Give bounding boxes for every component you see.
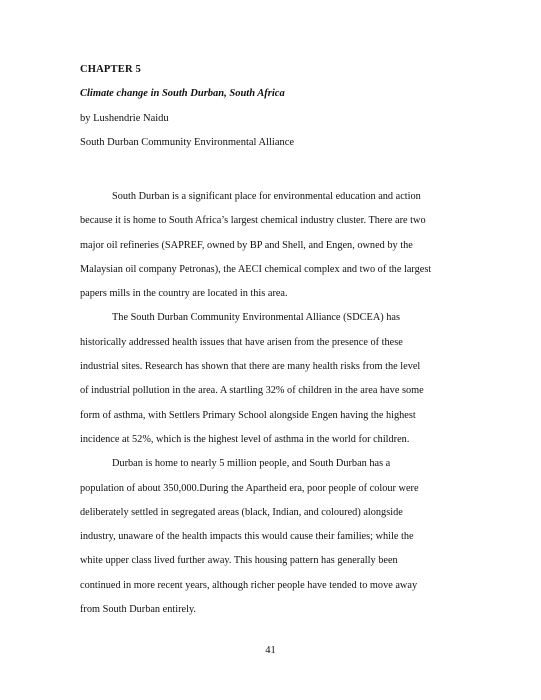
paragraph-line: white upper class lived further away. This housing pattern has generally been: [80, 555, 398, 567]
paragraph-line: from South Durban entirely.: [80, 604, 197, 616]
paragraph-line: because it is home to South Africa’s largest chemical industry cluster. There are two: [80, 215, 426, 227]
paragraph-line: industry, unaware of the health impacts this would cause their families; while the: [80, 531, 414, 543]
paragraph-line: continued in more recent years, although richer people have tended to move away: [80, 579, 418, 591]
paragraph-line: deliberately settled in segregated areas (black, Indian, and coloured) alongside: [80, 506, 403, 518]
author-line: by Lushendrie Naidu: [80, 113, 169, 124]
paragraph-line: The South Durban Community Environmental Alliance (SDCEA) has: [112, 312, 400, 324]
paragraph-line: historically addressed health issues that have arisen from the presence of these: [80, 336, 403, 348]
chapter-label: CHAPTER 5: [80, 64, 142, 75]
chapter-title: Climate change in South Durban, South Africa: [80, 88, 285, 99]
paragraph-line: major oil refineries (SAPREF, owned by BP and Shell, and Engen, owned by the: [80, 239, 413, 251]
paragraph-2: [80, 306, 465, 452]
paragraph-line: South Durban is a significant place for environmental education and action: [112, 191, 421, 202]
paragraph-line: papers mills in the country are located in this area.: [80, 288, 288, 300]
body-text: [80, 185, 465, 622]
paragraph-3: [80, 452, 465, 622]
paragraph-line: population of about 350,000.During the Apartheid era, poor people of colour were: [80, 482, 419, 494]
page-number: 41: [265, 645, 276, 656]
paragraph-line: of industrial pollution in the area. A startling 32% of children in the area have some: [80, 385, 424, 397]
paragraph-line: form of asthma, with Settlers Primary School alongside Engen having the highest: [80, 409, 416, 421]
paragraph-line: industrial sites. Research has shown that there are many health risks from the level: [80, 361, 421, 373]
paragraph-line: Malaysian oil company Petronas), the AECI chemical complex and two of the largest: [80, 263, 432, 275]
paragraph-line: Durban is home to nearly 5 million people, and South Durban has a: [112, 458, 391, 470]
paragraph-line: incidence at 52%, which is the highest level of asthma in the world for children.: [80, 433, 410, 445]
affiliation-line: South Durban Community Environmental Alliance: [80, 137, 295, 148]
paragraph-1: [80, 185, 465, 306]
